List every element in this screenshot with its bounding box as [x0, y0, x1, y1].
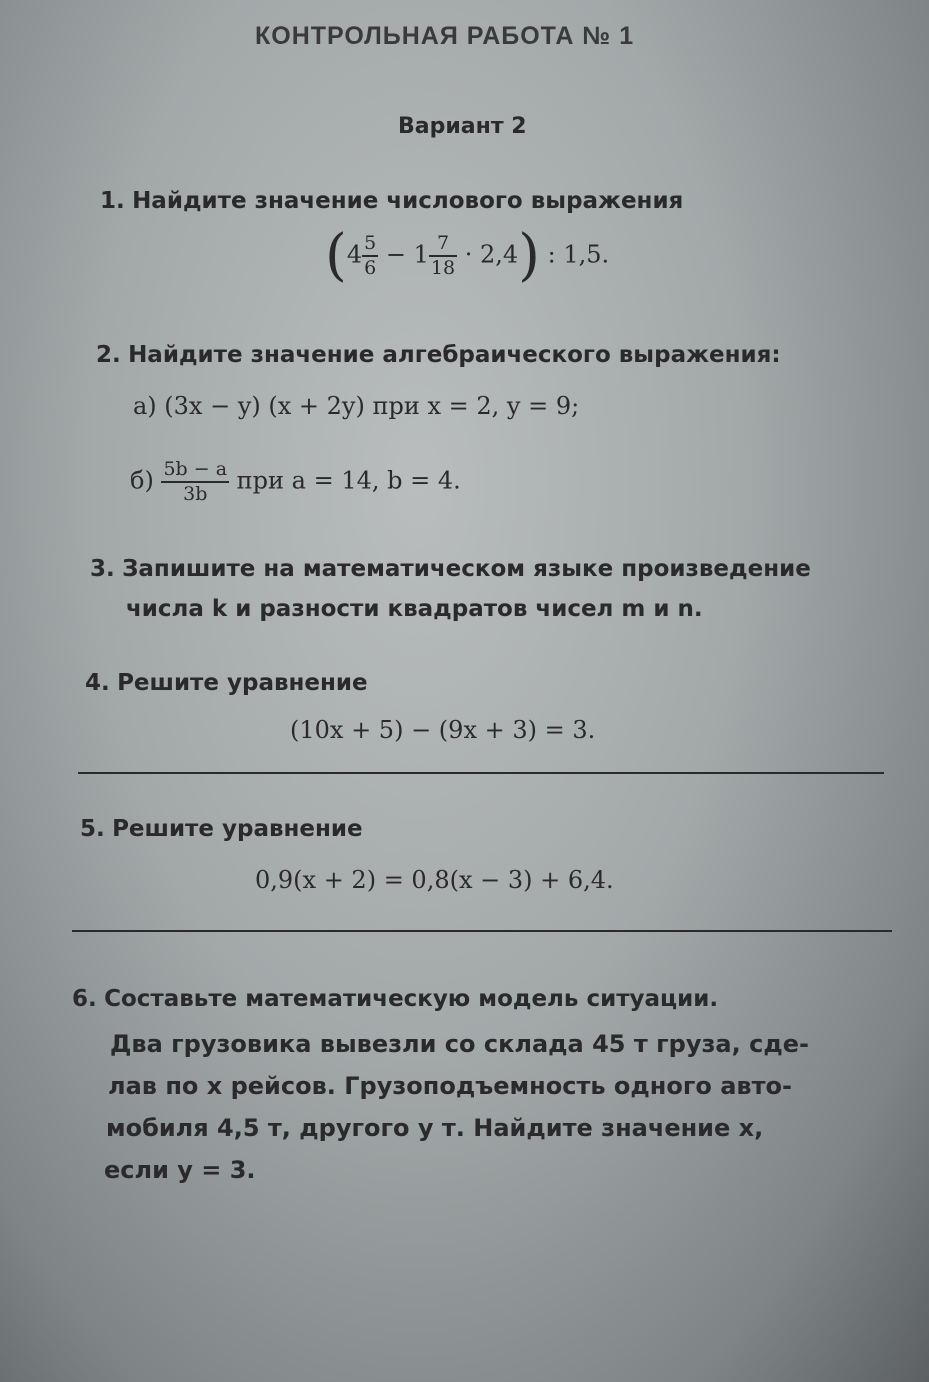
task-5-heading [80, 816, 363, 842]
task-6-line-2: лав по x рейсов. Грузоподъемность одного авто- [108, 1072, 792, 1100]
task-6-line-3: мобиля 4,5 т, другого y т. Найдите значение x, [106, 1114, 764, 1142]
task-4-text: Решите уравнение [117, 670, 368, 696]
task-2-heading [96, 342, 781, 368]
task-3-line-1: 3. Запишите на математическом языке произведение [90, 556, 811, 582]
task-5-equation: 0,9(x + 2) = 0,8(x − 3) + 6,4. [255, 866, 614, 894]
task-4-heading [85, 670, 368, 696]
task-2-text: Найдите значение алгебраического выражения: [128, 342, 781, 368]
task-1-number: 1. [100, 188, 125, 214]
task-1-heading [100, 188, 683, 214]
task-2-part-b: б) $\frac{5b - a}{3b}$ при a = 14, b = 4. [130, 458, 461, 505]
divider-line [72, 930, 892, 932]
task-6-line-4: если y = 3. [104, 1156, 256, 1184]
task-1-text: Найдите значение числового выражения [132, 188, 684, 214]
task-6-number: 6. [72, 986, 97, 1012]
task-6-text: Составьте математическую модель ситуации. [104, 986, 719, 1012]
worksheet-title: КОНТРОЛЬНАЯ РАБОТА № 1 [255, 22, 635, 50]
task-4-equation: (10x + 5) − (9x + 3) = 3. [290, 716, 596, 744]
task-5-number: 5. [80, 816, 105, 842]
task-3-number: 3. [90, 556, 115, 582]
task-3-line-2: числа k и разности квадратов чисел m и n. [126, 596, 703, 622]
task-2-part-a: а) (3x − y) (x + 2y) при x = 2, y = 9; [133, 392, 580, 420]
variant-label: Вариант 2 [398, 114, 527, 139]
task-4-number: 4. [85, 670, 110, 696]
task-2-number: 2. [96, 342, 121, 368]
task-5-text: Решите уравнение [112, 816, 363, 842]
divider-line [78, 772, 884, 774]
task-6-heading [72, 986, 718, 1012]
task-6-line-1: Два грузовика вывезли со склада 45 т груза, сде- [110, 1030, 809, 1058]
task-1-expression: (4 $\frac{5}{6}$ − 1 $\frac{7}{18}$ · 2,4) : 1,5. [325, 223, 610, 288]
